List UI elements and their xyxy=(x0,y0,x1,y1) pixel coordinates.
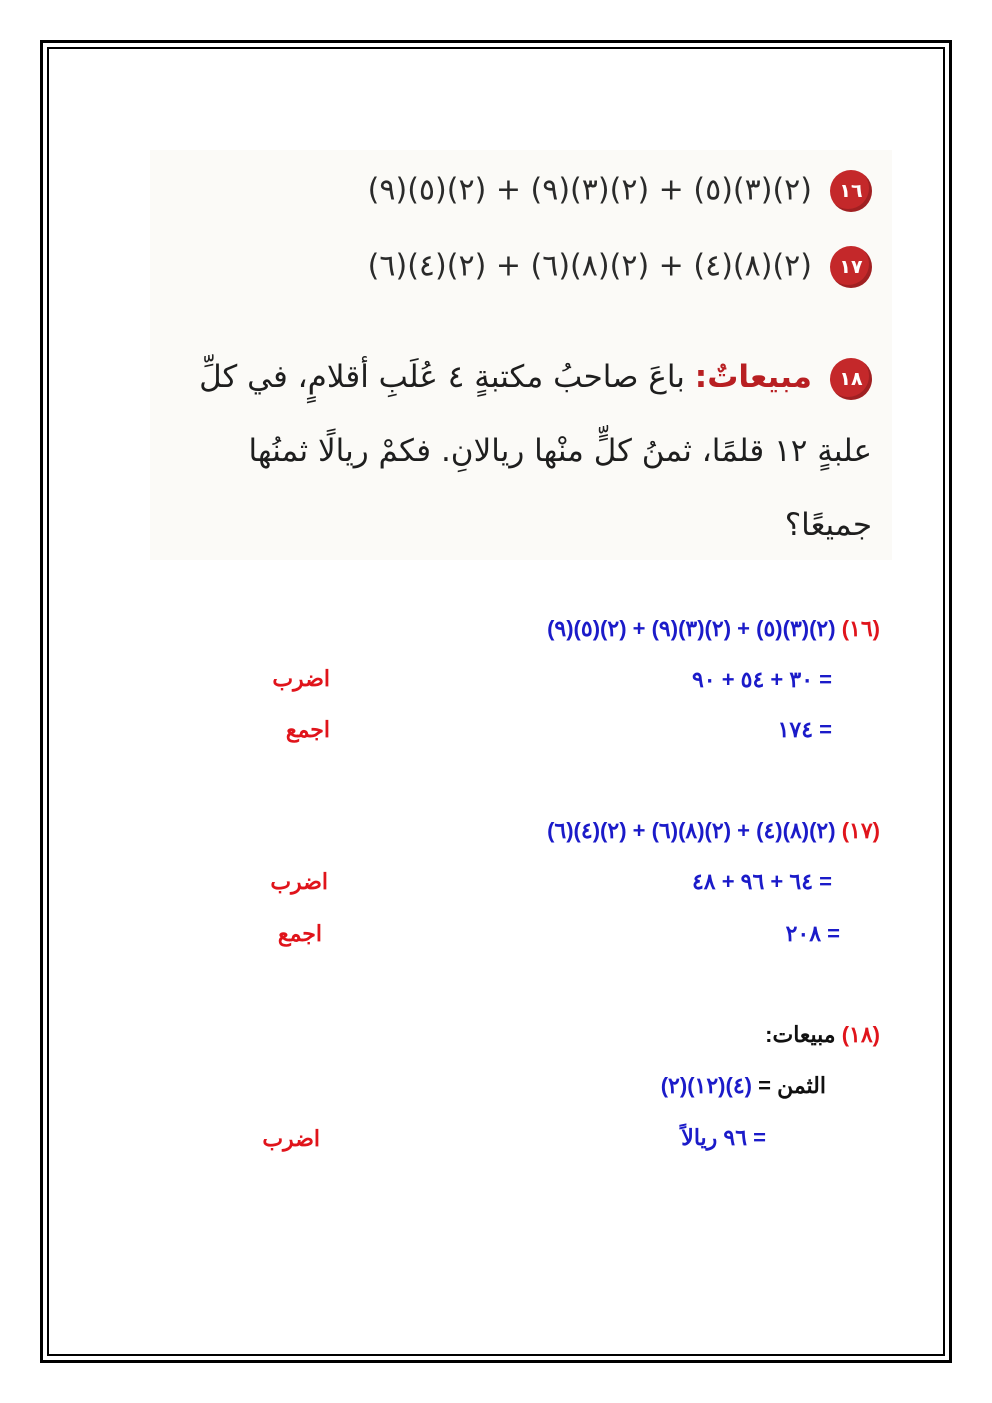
question-18-text-3: جميعًا؟ xyxy=(784,507,872,543)
question-18-text-2: علبةٍ ١٢ قلمًا، ثمنُ كلٍّ منْها ريالانِ. فكمْ ريالًا ثمنُها xyxy=(248,433,872,469)
question-16-expression: (٢)(٣)(٥) + (٢)(٣)(٩) + (٢)(٥)(٩) xyxy=(367,172,812,208)
solution-17-step-2: = ٢٠٨ xyxy=(785,921,840,946)
solution-18-header xyxy=(765,1022,880,1048)
solution-17-number: (١٧) xyxy=(841,818,880,843)
solution-16-step-2: = ١٧٤ xyxy=(777,717,832,742)
solution-16-expression: (٢)(٣)(٥) + (٢)(٣)(٩) + (٢)(٥)(٩) xyxy=(547,616,836,641)
solution-16-step-2-label: اجمع xyxy=(285,717,330,742)
solution-17-step-1-label: اضرب xyxy=(270,869,328,894)
solution-18-step-1: = ٩٦ ريالاً xyxy=(681,1125,766,1150)
solution-16-header xyxy=(547,616,880,642)
question-17-badge: ١٧ xyxy=(830,246,872,288)
question-18-title: مبيعاتٌ: xyxy=(694,359,812,395)
question-18-badge: ١٨ xyxy=(830,358,872,400)
question-16-badge: ١٦ xyxy=(830,170,872,212)
question-18-text-1: باعَ صاحبُ مكتبةٍ ٤ عُلَبِ أقلامٍ، في كلِّ xyxy=(199,359,685,395)
solution-16-step-1: = ٣٠ + ٥٤ + ٩٠ xyxy=(691,667,832,692)
solution-17-header xyxy=(547,818,880,844)
solution-18-number: (١٨) xyxy=(841,1022,880,1047)
solution-18-title: مبيعات: xyxy=(765,1022,836,1047)
question-17 xyxy=(368,246,872,288)
solution-18-price-expression: (٤)(١٢)(٢) xyxy=(660,1073,752,1098)
solution-17-expression: (٢)(٨)(٤) + (٢)(٨)(٦) + (٢)(٤)(٦) xyxy=(547,818,836,843)
solution-16-number: (١٦) xyxy=(841,616,880,641)
solution-17-step-1: = ٦٤ + ٩٦ + ٤٨ xyxy=(691,869,832,894)
question-17-expression: (٢)(٨)(٤) + (٢)(٨)(٦) + (٢)(٤)(٦) xyxy=(367,248,812,284)
question-18-line-1 xyxy=(152,340,872,414)
solution-18-price-label: الثمن = xyxy=(758,1073,826,1098)
textbook-excerpt xyxy=(150,150,892,560)
solution-18-price xyxy=(661,1073,826,1099)
question-18 xyxy=(152,340,872,562)
solution-17-step-2-label: اجمع xyxy=(277,921,322,946)
question-16 xyxy=(368,170,872,212)
solution-18-step-1-label: اضرب xyxy=(262,1126,320,1151)
solution-16-step-1-label: اضرب xyxy=(272,666,330,691)
